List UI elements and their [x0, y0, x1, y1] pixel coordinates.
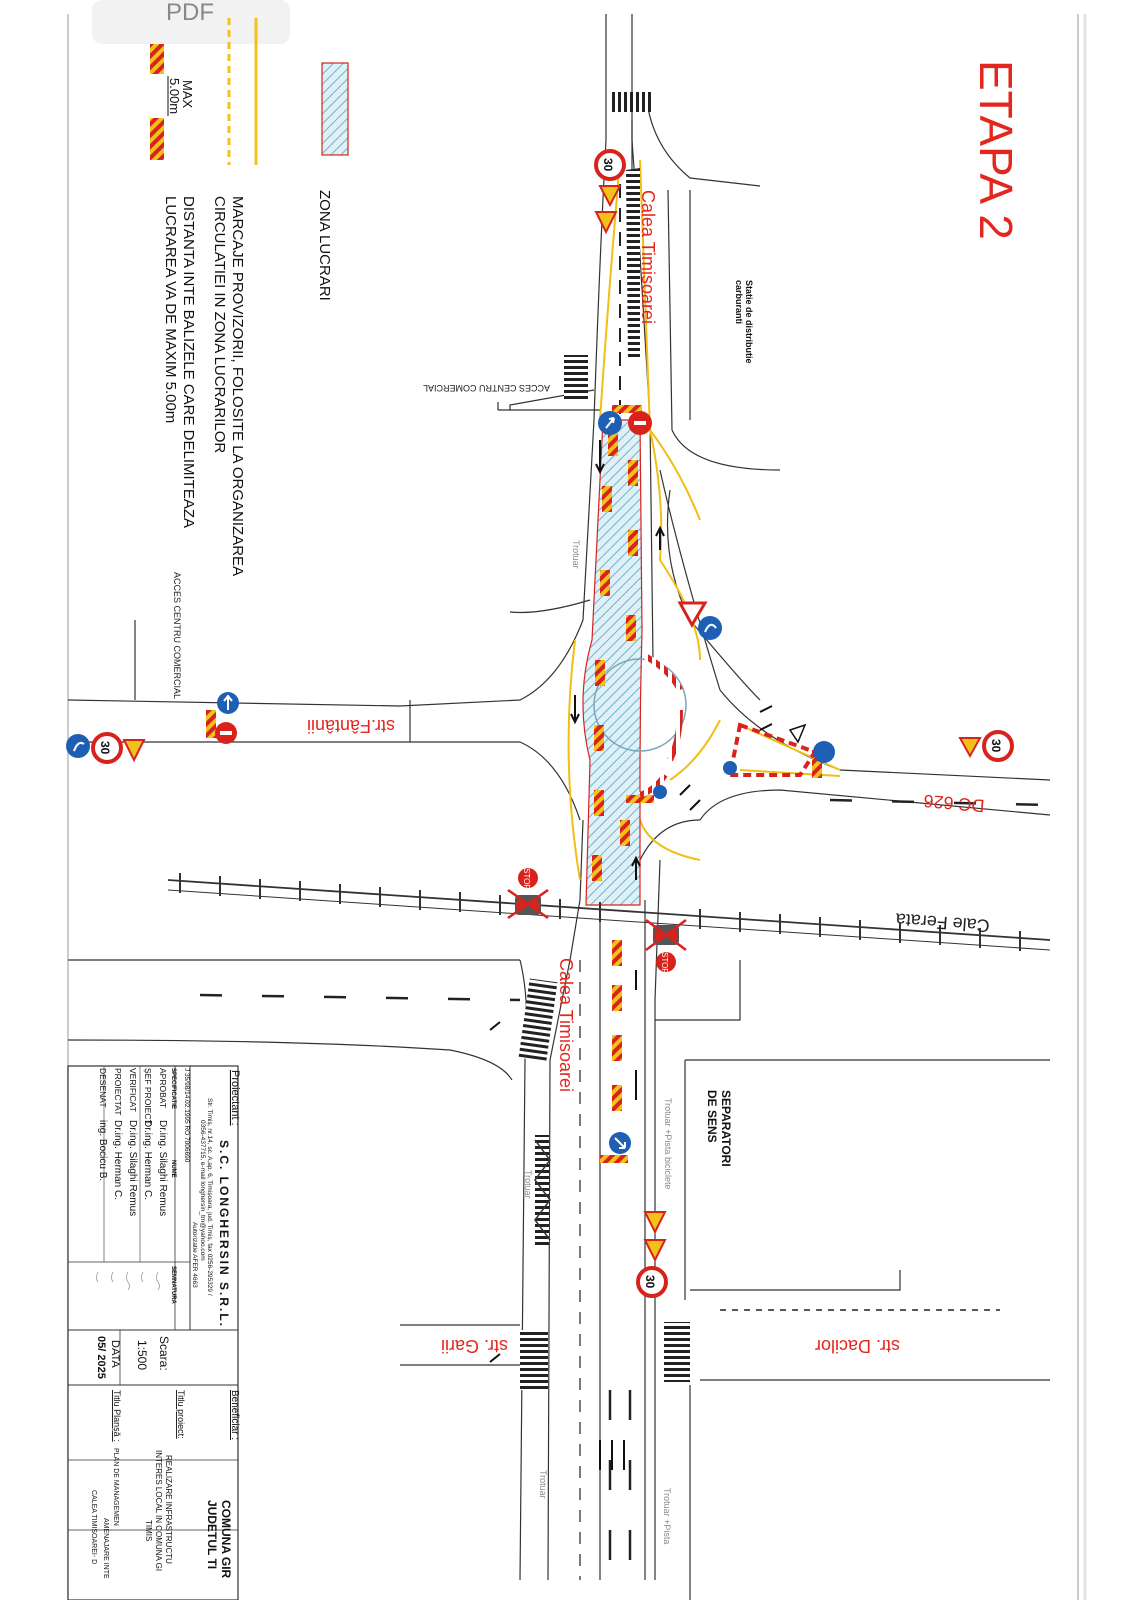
tb-titlu-plansa-line2: AMENAJARE INTE — [102, 1518, 109, 1579]
svg-text:Dr.ing. Silaghi Remus: Dr.ing. Silaghi Remus — [127, 1120, 138, 1217]
chevron-island — [626, 168, 640, 360]
label-acces-top: ACCES CENTRU COMERCIAL — [422, 383, 550, 393]
title-block — [68, 1066, 241, 1600]
turn-sign-fantanii-icon — [66, 734, 90, 758]
legend-marcaje-line1: MARCAJE PROVIZORII, FOLOSITE LA ORGANIZAREA — [229, 196, 246, 577]
tb-beneficiar-line1: COMUNA GIR — [219, 1500, 233, 1579]
tb-address: Str. Timiș, nr.14, sc. A,ap. 6, Timișoara, jud. Timiș, fax 0256-295329 / — [206, 1098, 213, 1296]
legend-zona-swatch — [322, 63, 348, 155]
label-separatori: SEPARATORI — [719, 1090, 733, 1167]
tb-col-semnatura: SEMNATURA — [170, 1266, 176, 1304]
label-statie-line1: Statie de distributie — [744, 280, 754, 364]
tb-proiectant-label: Proiectant : — [229, 1070, 241, 1126]
stage-title: ETAPA 2 — [970, 60, 1022, 240]
svg-text:Dr.ing. Herman C.: Dr.ing. Herman C. — [142, 1120, 153, 1201]
tb-titlu-proiect-line1: REALIZARE INFRASTRUCTU — [164, 1455, 173, 1564]
speed-limit-sign-lower — [638, 1268, 666, 1296]
tb-company-name: S.C. LONGHERSIN S.R.L. — [217, 1140, 231, 1329]
svg-text:30: 30 — [989, 739, 1003, 753]
legend-barrier-top — [150, 44, 164, 74]
label-trotuar-3: Trotuar — [538, 1470, 548, 1499]
tb-registry: J 35/98/14.02.1995 RO 7006690 — [183, 1068, 190, 1163]
keep-left-sign-icon — [723, 761, 737, 775]
pdf-viewer-toolbar[interactable] — [92, 0, 290, 44]
roundabout-direction-icon — [698, 616, 722, 640]
tb-titlu-proiect-line2: INTERES LOCAL IN COMUNA GI — [154, 1450, 163, 1572]
label-statie-line2: carburanti — [734, 280, 744, 325]
legend-marcaje-line2: CIRCULATIEI IN ZONA LUCRARILOR — [211, 196, 228, 454]
tb-col-nume: NUME — [170, 1160, 176, 1178]
tb-data-label: DATA — [109, 1340, 121, 1368]
speed-limit-sign-top — [596, 151, 624, 179]
label-trotuar-2: Trotuar — [523, 1170, 533, 1199]
label-str-dacilor: str. Dacilor — [814, 1336, 900, 1356]
svg-text:30: 30 — [643, 1275, 657, 1289]
svg-text:APROBAT: APROBAT — [158, 1068, 168, 1108]
svg-text:30: 30 — [98, 741, 112, 755]
tb-beneficiar-line2: JUDETUL TI — [205, 1500, 219, 1570]
tb-autorizatie: Autorizatie AFER 4663 — [191, 1222, 198, 1288]
tb-scara-value: 1:500 — [135, 1340, 149, 1371]
label-trotuar-pista-1: Trotuar +Pista biciclete — [663, 1098, 673, 1190]
speed-limit-sign-fantanii — [93, 734, 121, 762]
label-calea-timisoarei-top: Calea Timisoarei — [638, 190, 658, 325]
svg-text:STOP: STOP — [522, 868, 531, 890]
tb-titlu-plansa-line3: CALEA TIMISOAREI- D — [90, 1490, 97, 1565]
svg-text:ȘEF PROIECT: ȘEF PROIECT — [143, 1068, 153, 1125]
label-trotuar-pista-2: Trotuar +Pista — [662, 1488, 672, 1545]
svg-text:STOP: STOP — [660, 952, 669, 974]
legend-max-value: 5.00m — [167, 78, 182, 115]
tb-scara-label: Scara: — [157, 1336, 171, 1371]
label-cale-ferata: Cale Ferata — [895, 909, 991, 936]
svg-text:DESENAT: DESENAT — [98, 1068, 108, 1108]
legend-max-label: MAX — [180, 80, 195, 109]
tb-contact: 0356-437715, e-mail longhersin_tm@yahoo.com — [199, 1120, 206, 1261]
tb-titlu-proiect-line3: TIMIS — [144, 1520, 153, 1542]
label-trotuar-1: Trotuar — [571, 540, 581, 569]
tb-titlu-proiect-label: Titlu proiect: — [176, 1390, 186, 1439]
svg-text:Dr.ing. Silaghi Remus: Dr.ing. Silaghi Remus — [157, 1120, 168, 1217]
keep-right-small-icon — [653, 785, 667, 799]
tb-titlu-plansa-line1: PLAN DE MANAGEMEN — [112, 1448, 119, 1526]
speed-limit-sign-dc626 — [984, 732, 1012, 760]
svg-text:ing. Bocicu B.: ing. Bocicu B. — [97, 1120, 108, 1182]
tb-titlu-plansa-label: Titlu Planșă : — [112, 1390, 122, 1442]
svg-text:VERIFICAT: VERIFICAT — [128, 1068, 138, 1112]
pdf-label: PDF — [166, 0, 214, 26]
tb-col-spec: SPECIFICATIE — [170, 1068, 176, 1109]
legend-distanta-line1: DISTANTA INTE BALIZELE CARE DELIMITEAZA — [180, 196, 197, 529]
tb-beneficiar-label: Beneficiar : — [229, 1390, 240, 1441]
keep-right-sign-icon — [813, 741, 835, 763]
svg-text:30: 30 — [601, 158, 615, 172]
label-calea-timisoarei-bottom: Calea Timisoarei — [556, 958, 576, 1093]
label-de-sens: DE SENS — [705, 1090, 719, 1143]
tb-data-value: 05/ 2025 — [95, 1336, 107, 1379]
svg-text:Dr.ing. Herman C.: Dr.ing. Herman C. — [112, 1120, 123, 1201]
label-str-fantanii: str.Fântânii — [306, 716, 395, 736]
legend-distanta-line2: LUCRAREA VA DE MAXIM 5.00m — [162, 196, 179, 424]
label-str-garii: str. Garii — [440, 1336, 508, 1356]
label-acces-left: ACCES CENTRU COMERCIAL — [172, 572, 182, 700]
legend-zona-label: ZONA LUCRARI — [316, 190, 333, 301]
legend-barrier-bottom — [150, 118, 164, 160]
label-dc626: DC 626 — [922, 790, 986, 816]
svg-text:PROIECTAT: PROIECTAT — [113, 1068, 123, 1116]
